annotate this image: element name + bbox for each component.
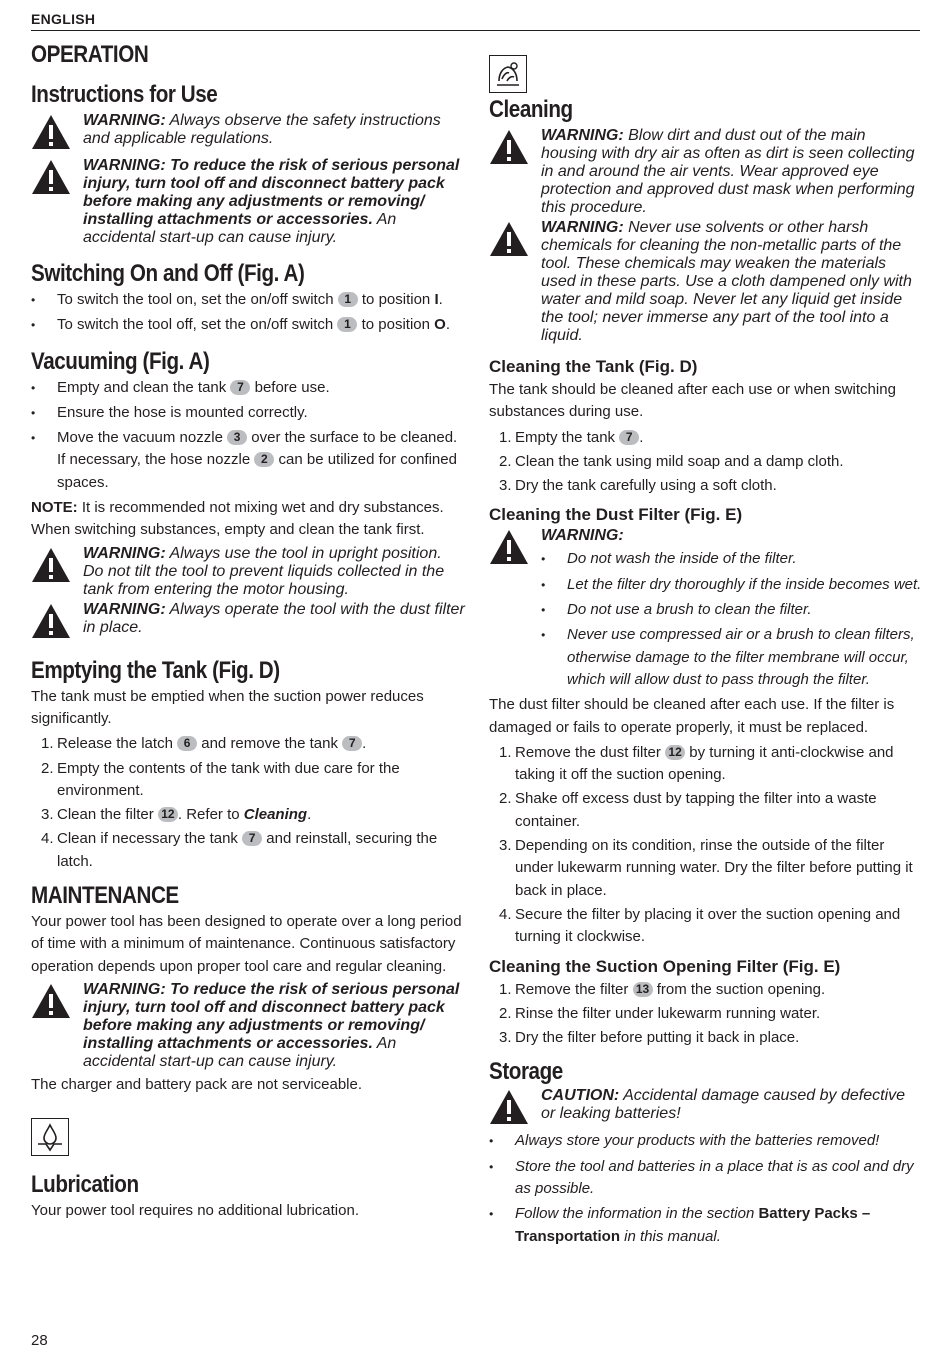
maintenance-intro: Your power tool has been designed to operate over a long period of time with a minimum of maintenance. Continuous satisfactory operation depends upon proper tool care and regular cleaning.: [31, 913, 462, 975]
list-item: • Follow the information in the section Battery Packs – Transportation in this manual.: [489, 1203, 922, 1248]
list-item: • Store the tool and batteries in a place that is as cool and dry as possible.: [489, 1156, 922, 1201]
warning-icon: [489, 129, 529, 165]
lubrication-heading: Lubrication: [31, 1171, 139, 1199]
storage-list: [489, 1130, 922, 1247]
list-item: 1. Remove the filter 13 from the suction opening.: [499, 980, 826, 998]
tank-heading: Cleaning the Tank (Fig. D): [489, 357, 698, 376]
vacuuming-list: [31, 377, 465, 494]
warning-block: WARNING: To reduce the risk of serious personal injury, turn tool off and disconnect battery pack before making any adjustments or removing/ installing attachments or accessories. An accidental start-up can cause injury.: [31, 157, 465, 247]
list-item: 2. Empty the contents of the tank with due care for the environment.: [41, 759, 400, 799]
warning-block: WARNING: Never use solvents or other harsh chemicals for cleaning the non-metallic parts of the tool. These chemicals may weaken the materials used in these parts. Use a cloth dampened only with water and mild soap. Never let any liquid get inside the tool; never immerse any part of the tool into a liquid.: [489, 219, 922, 345]
cleaning-heading: Cleaning: [489, 96, 573, 123]
dust-intro: The dust filter should be cleaned after each use. If the filter is damaged or fails to operate properly, it must be replaced.: [489, 696, 895, 736]
warning-block: WARNING: Always use the tool in upright position. Do not tilt the tool to prevent liquids collected in the tank from entering the motor housing.: [31, 545, 465, 599]
emptying-heading: Emptying the Tank (Fig. D): [31, 656, 280, 684]
list-item: 1. Empty the tank 7 .: [499, 428, 644, 446]
warning-icon: [31, 603, 71, 639]
language-label: ENGLISH: [31, 11, 96, 27]
warning-block: WARNING: • Do not wash the inside of the filter. • Let the filter dry thoroughly if the inside becomes wet. • Do not use a brush to clean the filter. • Never use compressed air or a brush to clean filters, otherwise damage to the filter membrane will occur, which will allow dust to pass through the filter.: [489, 527, 922, 694]
suction-filter-heading: Cleaning the Suction Opening Filter (Fig. E): [489, 956, 841, 976]
warning-block: WARNING: Always observe the safety instructions and applicable regulations.: [31, 112, 465, 155]
tank-intro: The tank should be cleaned after each use or when switching substances during use.: [489, 381, 896, 421]
dust-steps: [489, 742, 922, 949]
list-item: 1. Release the latch 6 and remove the tank 7 .: [41, 735, 367, 753]
note-paragraph: NOTE: It is recommended not mixing wet and dry substances. When switching substances, empty and clean the tank first.: [31, 499, 444, 539]
dust-filter-heading: Cleaning the Dust Filter (Fig. E): [489, 505, 743, 525]
warning-icon: [489, 529, 529, 565]
warning-block: WARNING: Always operate the tool with the dust filter in place.: [31, 601, 465, 644]
list-item: 4. Clean if necessary the tank 7 and reinstall, securing the latch.: [41, 830, 438, 870]
warning-icon: [31, 983, 71, 1019]
warning-block: WARNING: To reduce the risk of serious personal injury, turn tool off and disconnect battery pack before making any adjustments or removing/ installing attachments or accessories. An accidental start-up can cause injury.: [31, 981, 465, 1071]
list-item: 3. Clean the filter 12 . Refer to Cleaning.: [41, 806, 312, 824]
warning-icon: [31, 159, 71, 195]
maintenance-heading: MAINTENANCE: [31, 882, 179, 910]
caution-block: CAUTION: Accidental damage caused by defective or leaking batteries!: [489, 1087, 922, 1130]
operation-heading: OPERATION: [31, 41, 149, 68]
list-item: • Move the vacuum nozzle 3 over the surface to be cleaned. If necessary, the hose nozzle 2 can be utilized for confined spaces.: [31, 427, 465, 494]
list-item: • Never use compressed air or a brush to clean filters, otherwise damage to the filter membrane will occur, which will allow dust to pass through the filter.: [541, 624, 922, 691]
suction-steps: [489, 979, 922, 1050]
list-item: • Let the filter dry thoroughly if the inside becomes wet.: [541, 574, 922, 596]
list-item: • Ensure the hose is mounted correctly.: [31, 402, 465, 424]
list-item: 3. Dry the tank carefully using a soft cloth.: [499, 477, 777, 495]
list-item: 3. Dry the filter before putting it back in place.: [499, 1029, 800, 1047]
storage-heading: Storage: [489, 1058, 563, 1086]
switching-heading: Switching On and Off (Fig. A): [31, 260, 305, 287]
list-item: • To switch the tool on, set the on/off switch 1 to position I.: [31, 289, 465, 311]
instructions-heading: Instructions for Use: [31, 81, 218, 108]
page-header: [31, 8, 920, 31]
vacuuming-heading: Vacuuming (Fig. A): [31, 347, 210, 375]
list-item: 2. Clean the tank using mild soap and a damp cloth.: [499, 452, 844, 470]
list-item: • Empty and clean the tank 7 before use.: [31, 377, 465, 399]
dust-warning-list: [541, 548, 922, 691]
left-column: [31, 40, 465, 1223]
warning-block: WARNING: Blow dirt and dust out of the main housing with dry air as often as dirt is seen collecting in and around the air vents. Wear approved eye protection and approved dust mask when performing this procedure.: [489, 127, 922, 217]
lubrication-text: Your power tool requires no additional lubrication.: [31, 1202, 359, 1220]
oil-drop-icon: [31, 1118, 69, 1156]
switch-list: [31, 289, 465, 337]
warning-icon: [31, 547, 71, 583]
list-item: • To switch the tool off, set the on/off switch 1 to position O.: [31, 314, 465, 336]
warning-icon: [31, 114, 71, 150]
hands-washing-icon: [489, 55, 527, 93]
warning-icon: [489, 1089, 529, 1125]
right-column: [489, 55, 922, 1251]
list-item: 3. Depending on its condition, rinse the outside of the filter under lukewarm running water. Dry the filter before putting it back in place.: [499, 837, 913, 899]
list-item: • Do not use a brush to clean the filter.: [541, 599, 922, 621]
list-item: • Always store your products with the batteries removed!: [489, 1130, 922, 1152]
list-item: 2. Rinse the filter under lukewarm running water.: [499, 1004, 821, 1022]
emptying-intro: The tank must be emptied when the suction power reduces significantly.: [31, 687, 424, 727]
page-number: 28: [31, 1332, 48, 1349]
list-item: • Do not wash the inside of the filter.: [541, 548, 922, 570]
list-item: 2. Shake off excess dust by tapping the filter into a waste container.: [499, 790, 877, 830]
warning-icon: [489, 221, 529, 257]
list-item: 4. Secure the filter by placing it over the suction opening and turning it clockwise.: [499, 905, 901, 946]
tank-steps: [489, 427, 922, 498]
list-item: 1. Remove the dust filter 12 by turning it anti-clockwise and taking it off the suction opening.: [499, 743, 894, 784]
emptying-steps: [31, 733, 465, 873]
maintenance-note: The charger and battery pack are not serviceable.: [31, 1075, 363, 1093]
